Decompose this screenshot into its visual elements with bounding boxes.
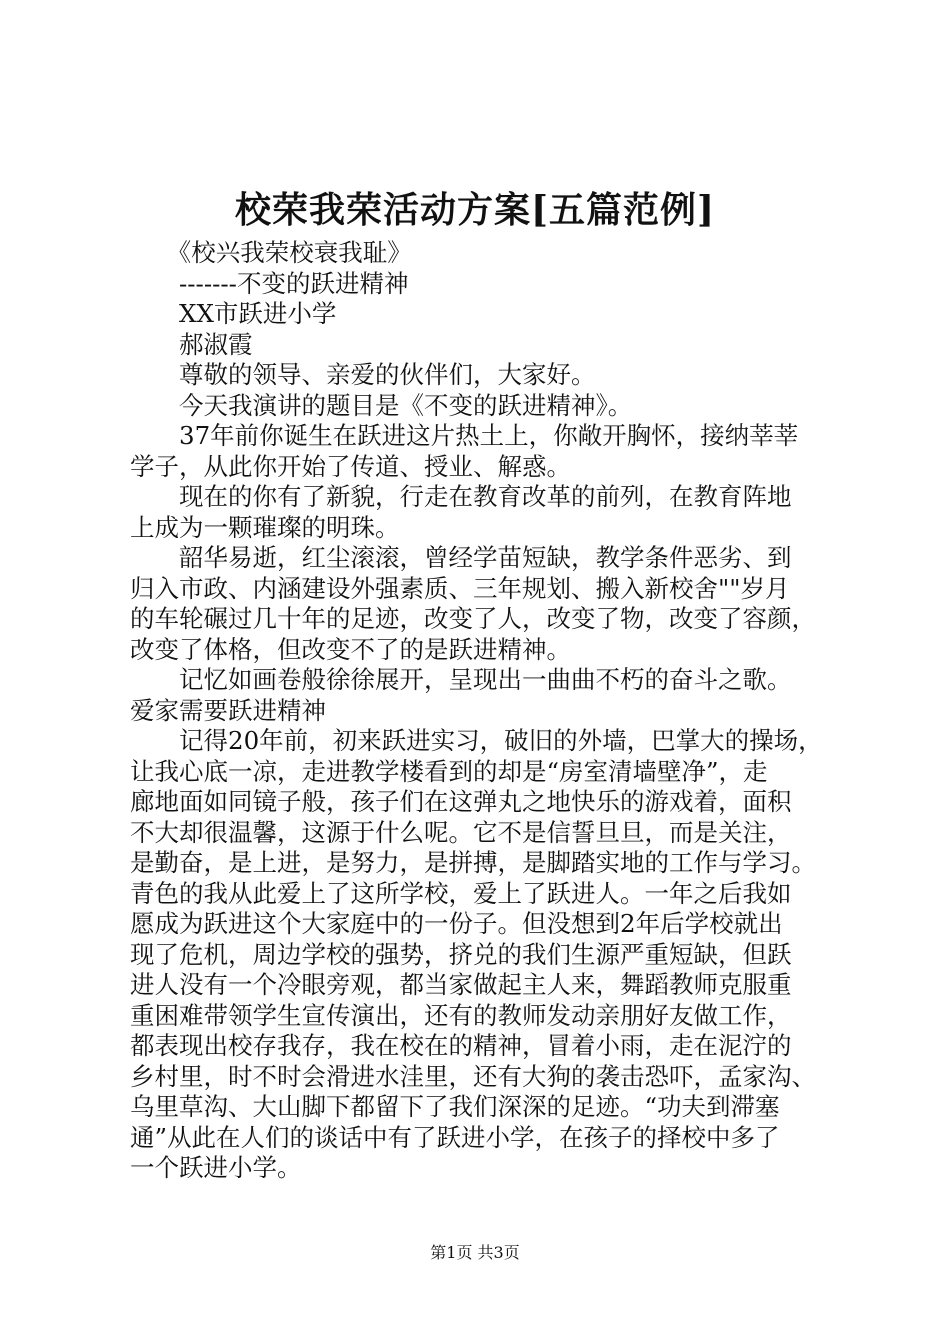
text-line: 一个跃进小学。 [130, 1153, 302, 1182]
text-line: -------不变的跃进精神 [130, 268, 409, 298]
text-line: 重困难带领学生宣传演出，还有的教师发动亲朋好友做工作， [130, 1000, 792, 1030]
text-line: 愿成为跃进这个大家庭中的一份子。但没想到2年后学校就出 [130, 909, 783, 938]
text-line: 尊敬的领导、亲爱的伙伴们，大家好。 [130, 360, 596, 389]
text-line: 现在的你有了新貌，行走在教育改革的前列，在教育阵地 [130, 482, 792, 511]
document-body [130, 238, 830, 1184]
text-line: 进人没有一个冷眼旁观，都当家做起主人来，舞蹈教师克服重 [130, 970, 792, 999]
text-line: 记得20年前，初来跃进实习，破旧的外墙，巴掌大的操场， [130, 726, 823, 755]
text-line: 乌里草沟、大山脚下都留下了我们深深的足迹。“功夫到滞塞 [130, 1092, 780, 1121]
text-line: 记忆如画卷般徐徐展开，呈现出一曲曲不朽的奋斗之歌。 [130, 665, 792, 694]
text-line: 上成为一颗璀璨的明珠。 [130, 512, 400, 542]
page-footer: 第1页 共3页 [430, 1243, 520, 1262]
text-line: 青色的我从此爱上了这所学校，爱上了跃进人。一年之后我如 [130, 878, 792, 908]
text-line: 是勤奋，是上进，是努力，是拼搏，是脚踏实地的工作与学习。 [130, 848, 816, 877]
text-line: 郝淑霞 [130, 329, 253, 359]
text-line: 韶华易逝，红尘滚滚，曾经学苗短缺，教学条件恶劣、到 [130, 543, 792, 572]
text-line: 廊地面如同镜子般，孩子们在这弹丸之地快乐的游戏着，面积 [130, 787, 792, 816]
text-line: 爱家需要跃进精神 [130, 695, 326, 725]
text-line: 学子，从此你开始了传道、授业、解惑。 [130, 451, 571, 481]
text-line: 今天我演讲的题目是《不变的跃进精神》。 [130, 390, 633, 420]
document-title: 校荣我荣活动方案[五篇范例] [234, 189, 716, 231]
text-line: 乡村里，时不时会滑进水洼里，还有大狗的袭击恐吓，孟家沟、 [130, 1061, 816, 1091]
text-line: XX市跃进小学 [130, 299, 337, 328]
text-line: 都表现出校存我存，我在校在的精神，冒着小雨，走在泥泞的 [130, 1031, 792, 1060]
text-line: 归入市政、内涵建设外强素质、三年规划、搬入新校舍""岁月 [130, 573, 790, 603]
text-line: 《校兴我荣校衰我耻》 [130, 238, 412, 267]
text-line: 通”从此在人们的谈话中有了跃进小学，在孩子的择校中多了 [130, 1122, 780, 1152]
text-line: 现了危机，周边学校的强势，挤兑的我们生源严重短缺，但跃 [130, 939, 792, 969]
text-line: 的车轮碾过几十年的足迹，改变了人，改变了物，改变了容颜， [130, 604, 816, 633]
text-line: 让我心底一凉，走进教学楼看到的却是“房室清墙壁净”，走 [130, 756, 768, 786]
text-line: 不大却很温馨，这源于什么呢。它不是信誓旦旦，而是关注， [130, 817, 792, 847]
text-line: 37年前你诞生在跃进这片热土上，你敞开胸怀，接纳莘莘 [130, 421, 799, 450]
text-line: 改变了体格，但改变不了的是跃进精神。 [130, 634, 571, 664]
